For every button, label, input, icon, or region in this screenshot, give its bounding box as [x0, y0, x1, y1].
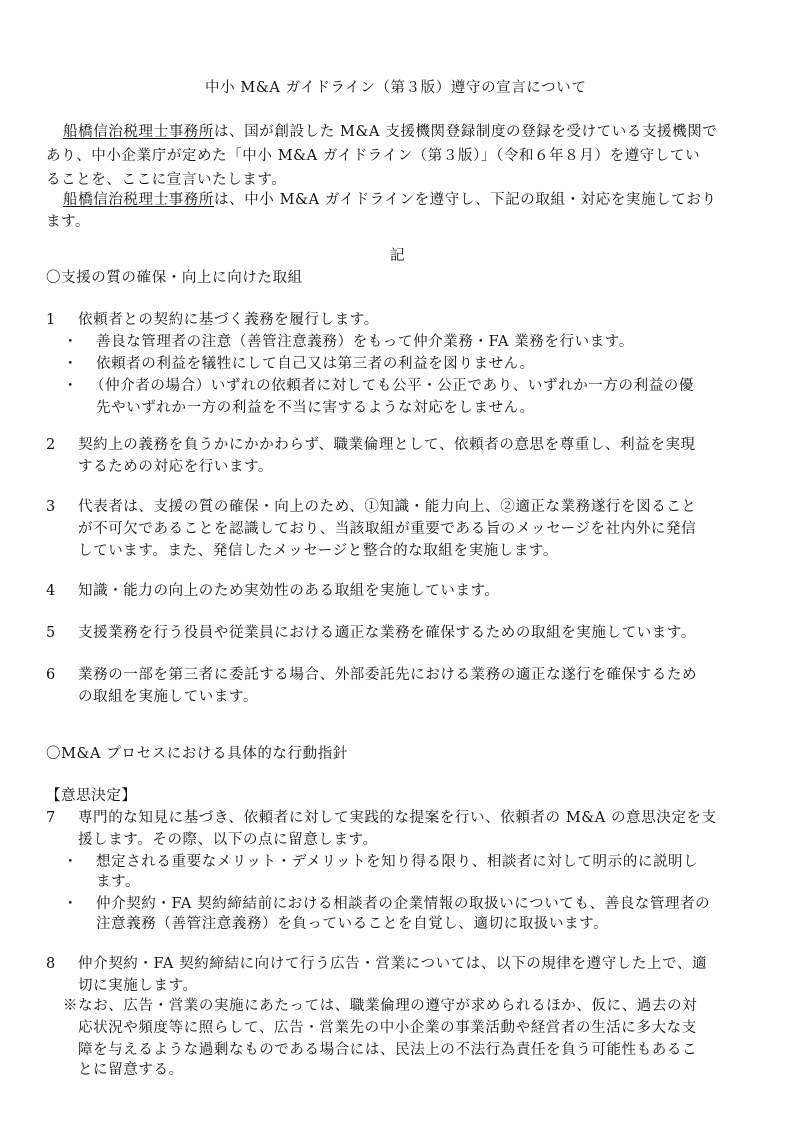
item-2-line-2: するための対応を行います。: [78, 459, 274, 475]
item-7-line-2: 援します。その際、以下の点に留意します。: [78, 832, 378, 848]
item-6-line-1: 業務の一部を第三者に委託する場合、外部委託先における業務の適正な遂行を確保するため: [78, 667, 698, 683]
item-7-number: 7: [46, 810, 56, 826]
item-3-line-3: しています。また、発信したメッセージと整合的な取組を実施します。: [78, 543, 559, 559]
item-1-bullet-1: 善良な管理者の注意（善管注意義務）をもって仲介業務・FA 業務を行います。: [96, 334, 634, 350]
firm-name: 船橋信治税理士事務所: [63, 124, 214, 140]
item-7-bullet-2-line-2: 注意義務（善管注意義務）を負っていることを自覚し、適切に取扱います。: [96, 916, 609, 932]
note-line-1: ※なお、広告・営業の実施にあたっては、職業倫理の遵守が求められるほか、仮に、過去の対: [63, 998, 698, 1014]
bullet-dot: ・: [63, 378, 79, 394]
item-5-line-1: 支援業務を行う役員や従業員における適正な業務を確保するための取組を実施しています。: [78, 625, 696, 641]
item-1-bullet-2: 依頼者の利益を犠牲にして自己又は第三者の利益を図りません。: [96, 356, 535, 372]
intro-1-line-1: 船橋信治税理士事務所は、国が創設した M&A 支援機関登録制度の登録を受けている支援機関で: [63, 124, 718, 140]
note-line-3: 障を与えるような過剰なものである場合には、民法上の不法行為責任を負う可能性もあるこ: [78, 1042, 698, 1058]
item-4-line-1: 知識・能力の向上のため実効性のある取組を実施しています。: [78, 583, 500, 599]
bullet-dot: ・: [63, 854, 79, 870]
item-1-text: 依頼者との契約に基づく義務を履行します。: [78, 312, 379, 328]
item-1-bullet-3-line-2: 先やいずれか一方の利益を不当に害するような対応をしません。: [96, 400, 535, 416]
item-2-line-1: 契約上の義務を負うかにかかわらず、職業倫理として、依頼者の意思を尊重し、利益を実現: [78, 437, 696, 453]
item-1-bullet-3-line-1: （仲介者の場合）いずれの依頼者に対しても公平・公正であり、いずれか一方の利益の優: [90, 378, 694, 394]
item-6-number: 6: [46, 667, 56, 683]
section-1-heading: 〇支援の質の確保・向上に向けた取組: [46, 270, 303, 286]
document-title: 中小 M&A ガイドライン（第３版）遵守の宣言について: [205, 80, 587, 96]
section-2-heading: 〇M&A プロセスにおける具体的な行動指針: [46, 746, 348, 762]
item-3-line-1: 代表者は、支援の質の確保・向上のため、①知識・能力向上、②適正な業務遂行を図ること: [78, 499, 697, 515]
item-1-number: 1: [46, 312, 56, 328]
intro-1-line-2: あり、中小企業庁が定めた「中小 M&A ガイドライン（第３版）」（令和６年８月）を遵守してい: [46, 148, 701, 164]
note-line-4: とに留意する。: [78, 1062, 184, 1078]
item-8-number: 8: [46, 956, 56, 972]
item-3-number: 3: [46, 499, 56, 515]
item-7-bullet-2-line-1: 仲介契約・FA 契約締結前における相談者の企業情報の取扱いについても、善良な管理者の: [96, 896, 711, 912]
item-7-line-1: 専門的な知見に基づき、依頼者に対して実践的な提案を行い、依頼者の M&A の意思決定を支: [78, 810, 717, 826]
item-8-line-2: 切に実施します。: [78, 978, 198, 994]
bullet-dot: ・: [63, 334, 79, 350]
item-6-line-2: の取組を実施しています。: [78, 689, 259, 705]
intro-1-line-3: ることを、ここに宣言いたします。: [46, 172, 287, 188]
item-3-line-2: が不可欠であることを認識しており、当該取組が重要である旨のメッセージを社内外に発信: [78, 521, 697, 537]
item-2-number: 2: [46, 437, 56, 453]
item-7-bullet-1-line-2: ます。: [96, 874, 141, 890]
bullet-dot: ・: [63, 896, 79, 912]
item-5-number: 5: [46, 625, 56, 641]
subsection-heading: 【意思決定】: [46, 788, 137, 804]
item-8-line-1: 仲介契約・FA 契約締結に向けて行う広告・営業については、以下の規律を遵守した上で、適: [78, 956, 708, 972]
bullet-dot: ・: [63, 356, 79, 372]
item-7-bullet-1-line-1: 想定される重要なメリット・デメリットを知り得る限り、相談者に対して明示的に説明し: [96, 854, 699, 870]
intro-2-line-2: ます。: [46, 214, 91, 230]
ki-marker: 記: [390, 248, 406, 264]
item-4-number: 4: [46, 583, 56, 599]
intro-2-line-1: 船橋信治税理士事務所は、中小 M&A ガイドラインを遵守し、下記の取組・対応を実施しており: [63, 192, 717, 208]
firm-name: 船橋信治税理士事務所: [63, 192, 214, 208]
note-line-2: 応状況や頻度等に照らして、広告・営業先の中小企業の事業活動や経営者の生活に多大な支: [78, 1020, 697, 1036]
